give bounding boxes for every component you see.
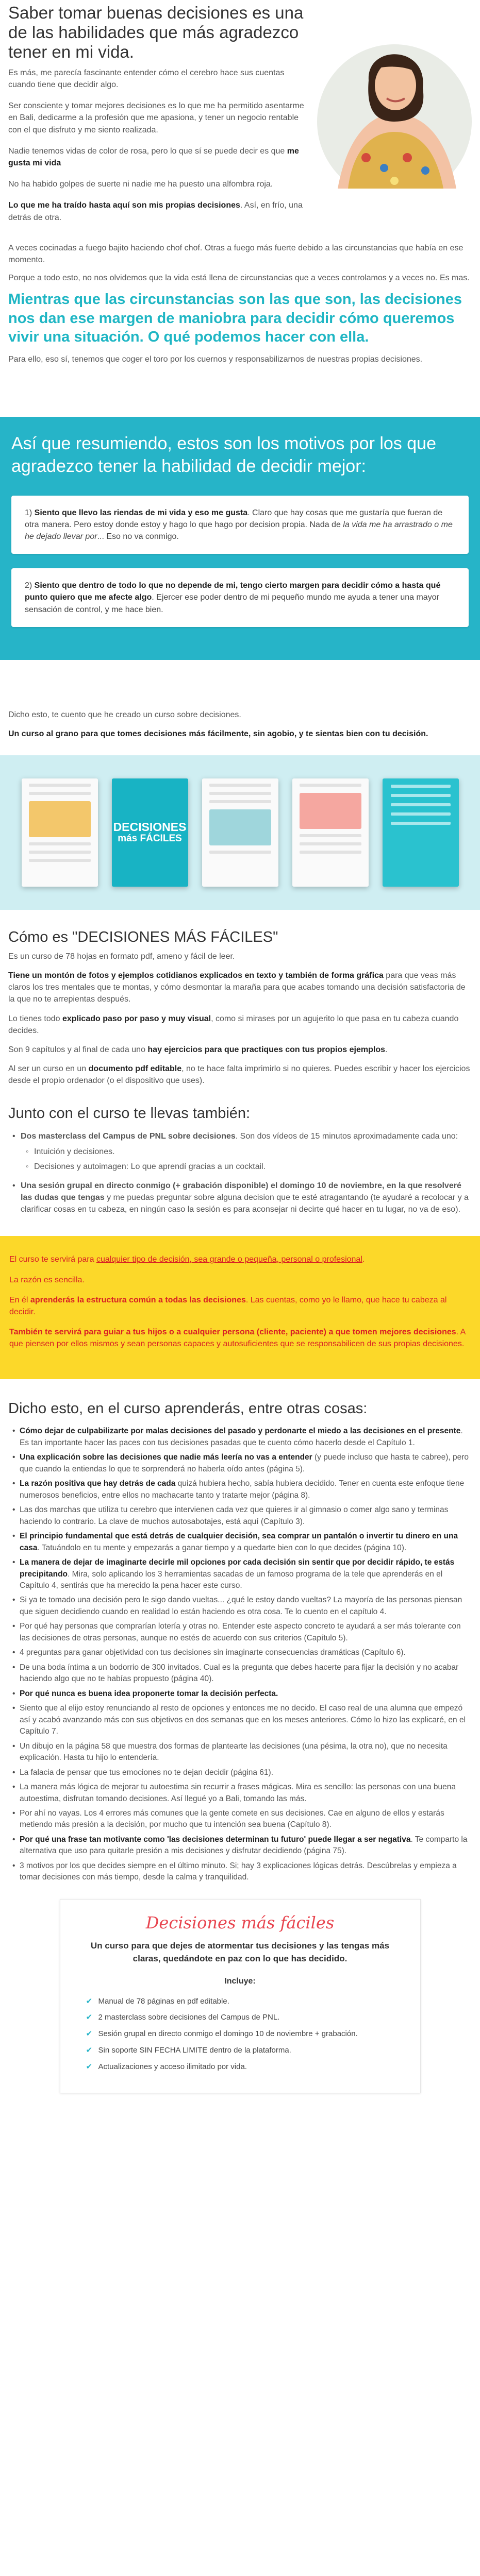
list-item: • Si ya te tomado una decisión pero le sigo dando vueltas... ¿qué le estoy dando vueltas? La mayoría de las personas piensan que siguen decidiendo cuando en realidad lo están haciendo es otra cosa. Te lo cuento en el capítulo 4. [20, 1595, 472, 1618]
page-title: Saber tomar buenas decisiones es una de las habilidades que más agradezco tener en mi vida. [8, 3, 304, 61]
list-item: • La manera de dejar de imaginarte decirle mil opciones por cada decisión sin sentir que por decidir rápido, te estás precipitando. Mira, solo aplicando los 3 herramientas sacadas de un famoso programa de la tele que aprenderás en el Capítulo 4, sentirás que ha merecido la pena hacer este curso. [20, 1557, 472, 1591]
list-item: • Por qué hay personas que comprarían lotería y otras no. Entender este aspecto concreto te ayudará a ser más tolerante con las decisiones de otras personas, aunque no estés de acuerdo con sus criterios (Capítulo 5). [20, 1621, 472, 1644]
offer-list [81, 1996, 400, 2073]
list-item: • El principio fundamental que está detrás de cualquier decisión, sea comprar un pantalón o invertir tu dinero en una casa. Tatuándolo en tu mente y empezarás a ganar tiempo y a quedarte bien con lo que decides (página 10). [20, 1531, 472, 1554]
list-item: • Dos masterclass del Campus de PNL sobre decisiones. Son dos vídeos de 15 minutos aproximadamente cada uno: ◦ Intuición y decisiones. ◦ Decisiones y autoimagen: Lo que aprendí gracias a un cocktail. [21, 1130, 472, 1173]
book-page [202, 778, 278, 887]
book-page [383, 778, 459, 887]
course-intro-text: Dicho esto, te cuento que he creado un curso sobre decisiones. [8, 710, 241, 719]
intro-paragraph: A veces cocinadas a fuego bajito haciendo chof chof. Otras a fuego más fuerte debido a las circunstancias que había en ese momento. [8, 243, 464, 264]
intro-paragraph: Para ello, eso sí, tenemos que coger el toro por los cuernos y responsabilizarnos de nuestras propias decisiones. [8, 355, 423, 364]
list-item: • La manera más lógica de mejorar tu autoestima sin recurrir a frases mágicas. Mira es sencillo: las personas con una buena autoestima, disfrutan tomando decisiones. Así llegué yo a Bali, tomando las más. [20, 1782, 472, 1805]
detail-paragraph: Es un curso de 78 hojas en formato pdf, ameno y fácil de leer. [8, 952, 235, 961]
list-item: • Una sesión grupal en directo conmigo (+ grabación disponible) el domingo 10 de noviembre, en la que resolveré las dudas que tengas y me puedas preguntar sobre alguna decision que te esté atragantando (te ayudaré a recolocar y a clarificar cosas en tu cabeza, en ningún caso la sesión es para aconsejar ni decirte qué hacer en tu lugar, no va de eso). [21, 1180, 472, 1216]
list-item: • Una explicación sobre las decisiones que nadie más leería no vas a entender (y puede incluso que hasta te cabree), pero que cuando la entiendas lo que te sorprenderá no haberla oído antes (página 5). [20, 1452, 472, 1475]
offer-item: ✔ Sesión grupal en directo conmigo el domingo 10 de noviembre + grabación. [86, 2028, 400, 2040]
offer-includes-label: Incluye: [224, 1977, 256, 1986]
list-item: • Por ahí no vayas. Los 4 errores más comunes que la gente comete en sus decisiones. Cae en alguno de ellos y estarás metiendo más presión a la decisión, por mucho que tu intención sea buena (Capítulo 8). [20, 1808, 472, 1831]
yellow-paragraph: El curso te servirá para cualquier tipo de decisión, sea grande o pequeña, personal o profesional. [9, 1255, 365, 1264]
course-intro-text: Un curso al grano para que tomes decisiones más fácilmente, sin agobio, y te sientas bien con tu decisión. [8, 729, 428, 738]
list-item: • La razón positiva que hay detrás de cada quizá hubiera hecho, sabía hubiera decidido. Tener en cuenta este enfoque tiene numerosos beneficios, entre ellos no machacarte tanto y tratarte mejor (página 8). [20, 1478, 472, 1501]
offer-lead: Un curso para que dejes de atormentar tus decisiones y las tengas más claras, quedándote en paz con lo que has decidido. [90, 1941, 390, 1963]
reasons-box [0, 417, 480, 660]
hero-section [0, 0, 480, 233]
product-banner [0, 755, 480, 910]
list-item: ◦ Intuición y decisiones. [34, 1146, 472, 1158]
intro-section [0, 242, 480, 366]
book-cover: DECISIONES más FÁCILES [112, 778, 188, 887]
offer-item: ✔ Manual de 78 páginas en pdf editable. [86, 1996, 400, 2007]
hero-paragraph: Ser consciente y tomar mejores decisiones es lo que me ha permitido asentarme en Bali, dedicarme a la profesión que me apasiona, y tener un negocio rentable con el que disfruto y me siento realizada. [8, 101, 304, 134]
section-title: Junto con el curso te llevas también: [8, 1105, 251, 1122]
offer-box [60, 1899, 421, 2094]
book-page [22, 778, 98, 887]
hero-paragraph: Lo que me ha traído hasta aquí son mis propias decisiones. Así, en frío, una detrás de otra. [8, 201, 303, 222]
author-photo [317, 3, 472, 189]
section-title: Dicho esto, en el curso aprenderás, entre otras cosas: [8, 1400, 368, 1417]
learnings-list [8, 1426, 472, 1883]
detail-paragraph: Son 9 capítulos y al final de cada uno hay ejercicios para que practiques con tus propios ejemplos. [8, 1045, 388, 1054]
highlight-heading: Mientras que las circunstancias son las que son, las decisiones nos dan ese margen de maniobra para decidir cómo queremos vivir una situación. O qué podemos hacer con ella. [8, 291, 462, 345]
hero-text [8, 3, 317, 233]
reason-card: 2) Siento que dentro de todo lo que no depende de mi, tengo cierto margen para decidir cómo a hasta qué punto quiero que me afecte algo. Ejercer ese poder dentro de mi pequeño mundo me ayuda a tener una mayor sensación de control, y me hace bien. [11, 568, 469, 627]
hero-paragraph: Nadie tenemos vidas de color de rosa, pero lo que sí se puede decir es que me gusta mi vida [8, 146, 299, 167]
reason-card: 1) Siento que llevo las riendas de mi vida y eso me gusta. Claro que hay cosas que me gustaría que fueran de otra manera. Pero estoy donde estoy y hago lo que hago por decision propia. Nada de la vida me ha arrastrado o me he dejado llevar por... Eso no va conmigo. [11, 496, 469, 554]
hero-paragraph: No ha habido golpes de suerte ni nadie me ha puesto una alfombra roja. [8, 180, 273, 189]
list-item: • De una boda íntima a un bodorrio de 300 invitados. Cual es la pregunta que debes hacerte para fijar la decisión y no acabar haciendo algo que no te habías propuesto (página 40). [20, 1662, 472, 1685]
intro-paragraph: Porque a todo esto, no nos olvidemos que la vida está llena de circunstancias que a veces controlamos y a veces no. Es mas. [8, 274, 470, 283]
book-page [292, 778, 369, 887]
section-title: Cómo es "DECISIONES MÁS FÁCILES" [8, 929, 278, 946]
list-item: • Las dos marchas que utiliza tu cerebro que intervienen cada vez que quieres ir al gimnasio o comer algo sano y terminas haciendo lo contrario. La clave de muchos autosabotajes, está aquí (Capítulo 3). [20, 1504, 472, 1528]
bonus-section [0, 1094, 480, 1216]
bonus-list [8, 1130, 472, 1215]
yellow-paragraph: También te servirá para guiar a tus hijos o a cualquier persona (cliente, paciente) a que tomen mejores decisiones. A que piensen por ellos mismos y sean personas capaces y autosuficientes que se responsabilicen de sus propias decisiones. [9, 1328, 466, 1349]
offer-item: ✔ Actualizaciones y acceso ilimitado por vida. [86, 2061, 400, 2073]
reasons-title: Así que resumiendo, estos son los motivos por los que agradezco tener la habilidad de decidir mejor: [11, 434, 436, 477]
detail-paragraph: Tiene un montón de fotos y ejemplos cotidianos explicados en texto y también de forma gráfica para que veas más claros los tres mentales que te montas, y cómo desmontar la maraña para que acabes tomando una decisión satisfactoria de la que no te arrepientas después. [8, 971, 466, 1004]
course-intro [0, 660, 480, 740]
yellow-paragraph: En él aprenderás la estructura común a todas las decisiones. Las cuentas, como yo le llamo, que hace tu cabeza al decidir. [9, 1295, 447, 1317]
course-details [0, 910, 480, 1087]
list-item: • Por qué una frase tan motivante como 'las decisiones determinan tu futuro' puede llegar a ser negativa. Te comparto la alternativa que uso para quitarle presión a mis decisiones y disfrutar decidiendo (página 75). [20, 1834, 472, 1857]
list-item: • La falacia de pensar que tus emociones no te dejan decidir (página 61). [20, 1767, 472, 1778]
list-item: • Cómo dejar de culpabilizarte por malas decisiones del pasado y perdonarte el miedo a las decisiones en el presente. Es tan importante hacer las paces con tus decisiones pasadas que te cuento cómo hacerlo desde el Capítulo 1. [20, 1426, 472, 1449]
offer-title: Decisiones más fáciles [145, 1912, 335, 1933]
hero-paragraph: Es más, me parecía fascinante entender cómo el cerebro hace sus cuentas cuando tiene que decidir algo. [8, 68, 285, 89]
offer-item: ✔ Sin soporte SIN FECHA LIMITE dentro de la plataforma. [86, 2045, 400, 2056]
list-item: • Siento que al elijo estoy renunciando al resto de opciones y entonces me no decido. El caso real de una alumna que empezó así y acabó avanzando más con sus objetivos en dos semanas que en los meses anteriores. Cómo lo hizo las explicaré, en el Capítulo 7. [20, 1703, 472, 1737]
learnings-section [0, 1379, 480, 1884]
list-item: • 4 preguntas para ganar objetividad con tus decisiones sin imaginarte consecuencias dramáticas (Capítulo 6). [20, 1647, 472, 1658]
yellow-paragraph: La razón es sencilla. [9, 1275, 85, 1284]
list-item: • Por qué nunca es buena idea proponerte tomar la decisión perfecta. [20, 1688, 472, 1700]
detail-paragraph: Al ser un curso en un documento pdf editable, no te hace falta imprimirlo si no quieres. Puedes escribir y hacer los ejercicios desde el propio ordenador (o el dispositivo que uses). [8, 1064, 470, 1086]
detail-paragraph: Lo tienes todo explicado paso por paso y muy visual, como si mirases por un agujerito lo que pasa en tu cabeza cuando decides. [8, 1014, 459, 1035]
list-item: • 3 motivos por los que decides siempre en el último minuto. Si; hay 3 explicaciones lógicas detrás. Descúbrelas y empieza a tomar decisiones con más tiempo, desde la calma y tranquilidad. [20, 1860, 472, 1884]
highlight-link: cualquier tipo de decisión, sea grande o pequeña, personal o profesional [96, 1255, 362, 1264]
use-cases-box [0, 1236, 480, 1379]
offer-item: ✔ 2 masterclass sobre decisiones del Campus de PNL. [86, 2012, 400, 2023]
list-item: • Un dibujo en la página 58 que muestra dos formas de plantearte las decisiones (una pésima, la otra no), que no necesita explicación. Hasta tu hijo lo entendería. [20, 1741, 472, 1764]
list-item: ◦ Decisiones y autoimagen: Lo que aprendí gracias a un cocktail. [34, 1161, 472, 1173]
